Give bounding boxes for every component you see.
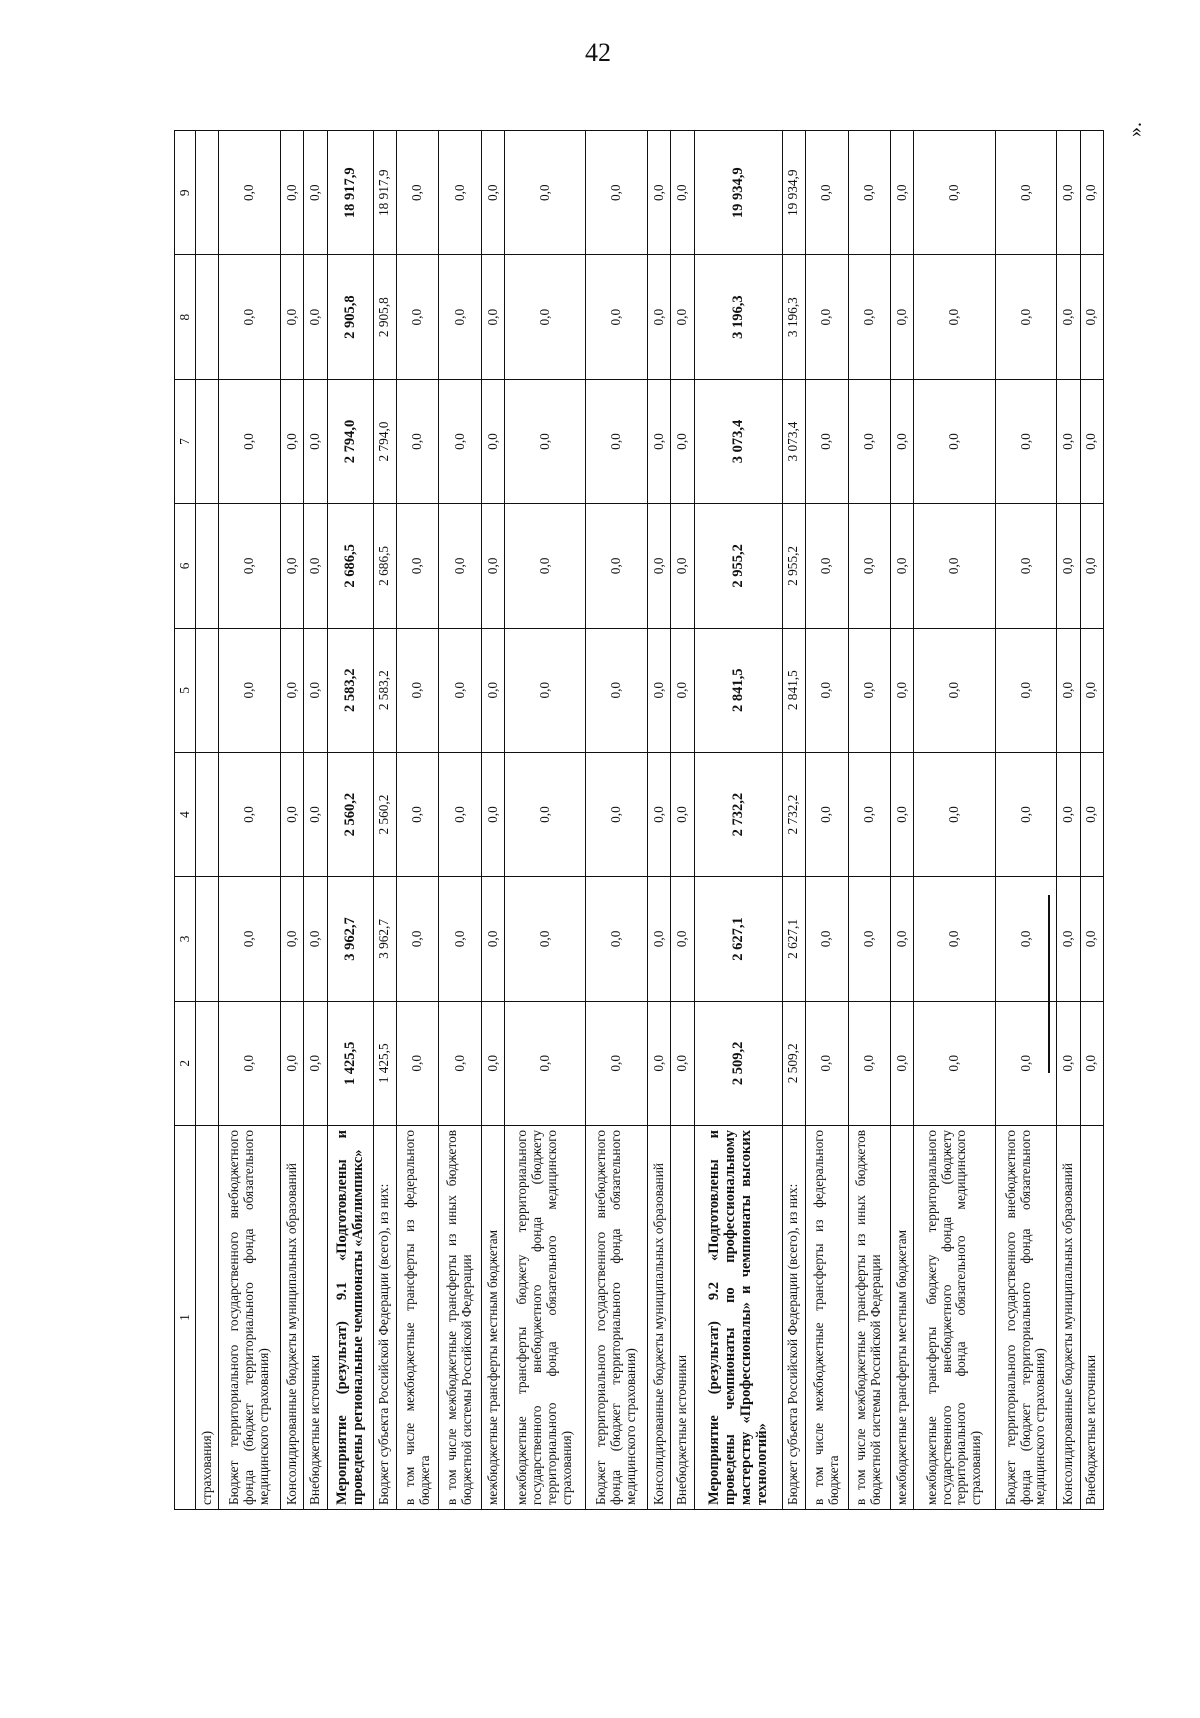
cell-value: 0,0 bbox=[995, 1001, 1057, 1125]
cell-value: 0,0 bbox=[439, 628, 482, 752]
cell-value: 0,0 bbox=[1080, 255, 1103, 379]
cell-value: 0,0 bbox=[1057, 504, 1080, 628]
cell-value: 0,0 bbox=[481, 504, 504, 628]
cell-value: 0,0 bbox=[396, 504, 439, 628]
cell-value bbox=[196, 1001, 219, 1125]
row-label: Бюджет территориального государственного внебюджетного фонда (бюджет территориального фонда обязательного медицинского страхования) bbox=[219, 1125, 281, 1509]
row-label: Консолидированные бюджеты муниципальных образований bbox=[281, 1125, 304, 1509]
cell-value: 0,0 bbox=[586, 877, 648, 1001]
cell-value: 0,0 bbox=[891, 255, 914, 379]
cell-value: 2 686,5 bbox=[373, 504, 396, 628]
table-row bbox=[694, 131, 782, 1510]
cell-value: 0,0 bbox=[481, 877, 504, 1001]
cell-value: 0,0 bbox=[396, 1001, 439, 1125]
cell-value: 0,0 bbox=[1057, 628, 1080, 752]
cell-value: 18 917,9 bbox=[327, 131, 373, 255]
table-row bbox=[671, 131, 694, 1510]
cell-value: 0,0 bbox=[671, 752, 694, 876]
cell-value: 0,0 bbox=[848, 379, 891, 503]
cell-value: 0,0 bbox=[586, 628, 648, 752]
cell-value: 0,0 bbox=[586, 1001, 648, 1125]
cell-value: 0,0 bbox=[281, 877, 304, 1001]
cell-value: 0,0 bbox=[439, 752, 482, 876]
row-label: Внебюджетные источники bbox=[304, 1125, 327, 1509]
cell-value: 0,0 bbox=[304, 628, 327, 752]
table-row bbox=[782, 131, 805, 1510]
cell-value: 0,0 bbox=[439, 255, 482, 379]
column-header-8: 8 bbox=[175, 255, 196, 379]
cell-value: 0,0 bbox=[806, 628, 849, 752]
cell-value: 0,0 bbox=[304, 504, 327, 628]
table-row bbox=[995, 131, 1057, 1510]
row-label: Бюджет территориального государственного внебюджетного фонда (бюджет территориального фонда обязательного медицинского страхования) bbox=[995, 1125, 1057, 1509]
cell-value: 0,0 bbox=[304, 379, 327, 503]
cell-value: 0,0 bbox=[281, 504, 304, 628]
cell-value: 0,0 bbox=[671, 255, 694, 379]
cell-value bbox=[196, 504, 219, 628]
cell-value bbox=[196, 379, 219, 503]
column-header-7: 7 bbox=[175, 379, 196, 503]
table-row bbox=[281, 131, 304, 1510]
row-label: в том числе межбюджетные трансферты из федерального бюджета bbox=[806, 1125, 849, 1509]
cell-value: 2 841,5 bbox=[782, 628, 805, 752]
cell-value: 0,0 bbox=[505, 752, 586, 876]
cell-value: 2 583,2 bbox=[327, 628, 373, 752]
table-row bbox=[648, 131, 671, 1510]
cell-value: 2 905,8 bbox=[327, 255, 373, 379]
cell-value: 0,0 bbox=[505, 504, 586, 628]
cell-value: 2 560,2 bbox=[373, 752, 396, 876]
cell-value: 0,0 bbox=[648, 131, 671, 255]
cell-value: 0,0 bbox=[219, 504, 281, 628]
column-header-6: 6 bbox=[175, 504, 196, 628]
cell-value: 2 732,2 bbox=[694, 752, 782, 876]
cell-value: 0,0 bbox=[914, 504, 995, 628]
cell-value: 0,0 bbox=[304, 877, 327, 1001]
cell-value: 2 686,5 bbox=[327, 504, 373, 628]
table-row bbox=[848, 131, 891, 1510]
table-row bbox=[806, 131, 849, 1510]
cell-value: 0,0 bbox=[481, 255, 504, 379]
cell-value: 0,0 bbox=[396, 628, 439, 752]
cell-value: 2 794,0 bbox=[373, 379, 396, 503]
cell-value: 0,0 bbox=[995, 504, 1057, 628]
cell-value: 0,0 bbox=[586, 255, 648, 379]
cell-value: 2 955,2 bbox=[694, 504, 782, 628]
row-label: Мероприятие (результат) 9.1 «Подготовлены и проведены региональные чемпионаты «Абилимпикс» bbox=[327, 1125, 373, 1509]
cell-value: 0,0 bbox=[914, 752, 995, 876]
cell-value: 2 509,2 bbox=[782, 1001, 805, 1125]
cell-value: 2 583,2 bbox=[373, 628, 396, 752]
cell-value: 0,0 bbox=[219, 877, 281, 1001]
table-row bbox=[396, 131, 439, 1510]
cell-value: 0,0 bbox=[1080, 1001, 1103, 1125]
table-row bbox=[439, 131, 482, 1510]
cell-value: 0,0 bbox=[396, 255, 439, 379]
table-header-row bbox=[175, 131, 196, 1510]
page-number: 42 bbox=[585, 38, 611, 67]
cell-value: 0,0 bbox=[648, 752, 671, 876]
row-label: межбюджетные трансферты местным бюджетам bbox=[891, 1125, 914, 1509]
cell-value: 0,0 bbox=[304, 752, 327, 876]
row-label: Бюджет субъекта Российской Федерации (всего), из них: bbox=[373, 1125, 396, 1509]
cell-value: 0,0 bbox=[848, 504, 891, 628]
column-header-9: 9 bbox=[175, 131, 196, 255]
cell-value: 0,0 bbox=[439, 504, 482, 628]
cell-value: 19 934,9 bbox=[782, 131, 805, 255]
cell-value: 0,0 bbox=[648, 379, 671, 503]
cell-value: 0,0 bbox=[806, 1001, 849, 1125]
cell-value: 0,0 bbox=[481, 379, 504, 503]
cell-value: 0,0 bbox=[648, 877, 671, 1001]
table-row bbox=[1080, 131, 1103, 1510]
table-row bbox=[1057, 131, 1080, 1510]
cell-value: 0,0 bbox=[439, 379, 482, 503]
cell-value: 0,0 bbox=[1080, 504, 1103, 628]
cell-value: 0,0 bbox=[505, 379, 586, 503]
row-label: Внебюджетные источники bbox=[671, 1125, 694, 1509]
row-label: Внебюджетные источники bbox=[1080, 1125, 1103, 1509]
cell-value: 0,0 bbox=[891, 504, 914, 628]
row-label: Консолидированные бюджеты муниципальных образований bbox=[648, 1125, 671, 1509]
column-header-1: 1 bbox=[175, 1125, 196, 1509]
column-header-5: 5 bbox=[175, 628, 196, 752]
cell-value: 0,0 bbox=[648, 1001, 671, 1125]
cell-value: 0,0 bbox=[505, 255, 586, 379]
cell-value: 2 560,2 bbox=[327, 752, 373, 876]
closing-quote-mark: ». bbox=[1124, 122, 1146, 137]
cell-value: 0,0 bbox=[219, 752, 281, 876]
cell-value: 0,0 bbox=[1057, 752, 1080, 876]
cell-value: 0,0 bbox=[1057, 877, 1080, 1001]
cell-value: 0,0 bbox=[1057, 1001, 1080, 1125]
row-label: Бюджет субъекта Российской Федерации (всего), из них: bbox=[782, 1125, 805, 1509]
cell-value: 3 073,4 bbox=[782, 379, 805, 503]
cell-value: 0,0 bbox=[481, 628, 504, 752]
cell-value: 2 627,1 bbox=[694, 877, 782, 1001]
cell-value: 0,0 bbox=[396, 752, 439, 876]
cell-value: 18 917,9 bbox=[373, 131, 396, 255]
cell-value: 0,0 bbox=[1080, 131, 1103, 255]
row-label: страхования) bbox=[196, 1125, 219, 1509]
cell-value: 3 073,4 bbox=[694, 379, 782, 503]
cell-value: 0,0 bbox=[806, 504, 849, 628]
cell-value: 0,0 bbox=[914, 379, 995, 503]
table-row bbox=[481, 131, 504, 1510]
cell-value: 0,0 bbox=[505, 1001, 586, 1125]
row-label: в том числе межбюджетные трансферты из федерального бюджета bbox=[396, 1125, 439, 1509]
cell-value: 0,0 bbox=[891, 131, 914, 255]
cell-value: 0,0 bbox=[481, 1001, 504, 1125]
cell-value: 0,0 bbox=[1080, 877, 1103, 1001]
cell-value: 0,0 bbox=[439, 131, 482, 255]
row-label: в том числе межбюджетные трансферты из иных бюджетов бюджетной системы Российской Федерации bbox=[848, 1125, 891, 1509]
cell-value: 0,0 bbox=[891, 379, 914, 503]
cell-value: 3 196,3 bbox=[782, 255, 805, 379]
row-label: межбюджетные трансферты бюджету территориального государственного внебюджетного фонда (бюджету территориального фонда обязательного медицинского страхования) bbox=[914, 1125, 995, 1509]
cell-value: 0,0 bbox=[281, 628, 304, 752]
cell-value: 0,0 bbox=[505, 877, 586, 1001]
cell-value bbox=[196, 752, 219, 876]
table-row bbox=[891, 131, 914, 1510]
cell-value: 0,0 bbox=[995, 131, 1057, 255]
cell-value: 0,0 bbox=[914, 628, 995, 752]
row-label: Мероприятие (результат) 9.2 «Подготовлены и проведены чемпионаты по профессиональному мастерству «Профессионалы» и чемпионаты высоких технологий» bbox=[694, 1125, 782, 1509]
cell-value: 0,0 bbox=[1057, 131, 1080, 255]
cell-value: 0,0 bbox=[806, 379, 849, 503]
cell-value: 0,0 bbox=[304, 131, 327, 255]
cell-value: 0,0 bbox=[671, 877, 694, 1001]
cell-value: 0,0 bbox=[586, 752, 648, 876]
row-label: Бюджет территориального государственного внебюджетного фонда (бюджет территориального фонда обязательного медицинского страхования) bbox=[586, 1125, 648, 1509]
table-row bbox=[373, 131, 396, 1510]
cell-value: 2 509,2 bbox=[694, 1001, 782, 1125]
table-body bbox=[196, 131, 1104, 1510]
cell-value: 0,0 bbox=[914, 131, 995, 255]
cell-value: 0,0 bbox=[848, 752, 891, 876]
rotated-table-sheet bbox=[174, 130, 1104, 1510]
cell-value: 0,0 bbox=[648, 504, 671, 628]
cell-value: 0,0 bbox=[914, 255, 995, 379]
cell-value: 0,0 bbox=[995, 628, 1057, 752]
cell-value: 0,0 bbox=[586, 131, 648, 255]
cell-value: 0,0 bbox=[281, 379, 304, 503]
cell-value: 0,0 bbox=[914, 1001, 995, 1125]
row-label: Консолидированные бюджеты муниципальных образований bbox=[1057, 1125, 1080, 1509]
cell-value: 0,0 bbox=[891, 752, 914, 876]
cell-value: 0,0 bbox=[848, 131, 891, 255]
cell-value: 0,0 bbox=[281, 752, 304, 876]
budget-table bbox=[174, 130, 1104, 1510]
cell-value: 0,0 bbox=[281, 1001, 304, 1125]
cell-value: 2 955,2 bbox=[782, 504, 805, 628]
cell-value: 0,0 bbox=[914, 877, 995, 1001]
cell-value: 0,0 bbox=[1080, 379, 1103, 503]
cell-value: 1 425,5 bbox=[373, 1001, 396, 1125]
cell-value: 0,0 bbox=[995, 752, 1057, 876]
cell-value: 0,0 bbox=[304, 255, 327, 379]
cell-value: 0,0 bbox=[891, 628, 914, 752]
cell-value: 0,0 bbox=[671, 131, 694, 255]
cell-value: 0,0 bbox=[648, 255, 671, 379]
cell-value: 0,0 bbox=[586, 504, 648, 628]
cell-value: 0,0 bbox=[848, 255, 891, 379]
cell-value: 2 794,0 bbox=[327, 379, 373, 503]
cell-value: 2 732,2 bbox=[782, 752, 805, 876]
cell-value: 19 934,9 bbox=[694, 131, 782, 255]
cell-value: 0,0 bbox=[481, 131, 504, 255]
cell-value: 0,0 bbox=[219, 1001, 281, 1125]
cell-value bbox=[196, 877, 219, 1001]
column-header-2: 2 bbox=[175, 1001, 196, 1125]
row-label: в том числе межбюджетные трансферты из иных бюджетов бюджетной системы Российской Федерации bbox=[439, 1125, 482, 1509]
cell-value: 0,0 bbox=[806, 255, 849, 379]
row-label: межбюджетные трансферты бюджету территориального государственного внебюджетного фонда (бюджету территориального фонда обязательного медицинского страхования) bbox=[505, 1125, 586, 1509]
cell-value: 0,0 bbox=[1057, 379, 1080, 503]
cell-value: 0,0 bbox=[848, 877, 891, 1001]
cell-value: 0,0 bbox=[891, 1001, 914, 1125]
cell-value: 0,0 bbox=[439, 877, 482, 1001]
cell-value: 0,0 bbox=[281, 131, 304, 255]
table-row bbox=[304, 131, 327, 1510]
table-row bbox=[586, 131, 648, 1510]
cell-value: 3 196,3 bbox=[694, 255, 782, 379]
cell-value: 3 962,7 bbox=[373, 877, 396, 1001]
table-row bbox=[219, 131, 281, 1510]
cell-value: 0,0 bbox=[1080, 752, 1103, 876]
cell-value: 3 962,7 bbox=[327, 877, 373, 1001]
table-row bbox=[196, 131, 219, 1510]
cell-value: 2 841,5 bbox=[694, 628, 782, 752]
cell-value: 0,0 bbox=[219, 628, 281, 752]
cell-value: 0,0 bbox=[219, 131, 281, 255]
cell-value: 0,0 bbox=[505, 131, 586, 255]
cell-value: 0,0 bbox=[648, 628, 671, 752]
row-label: межбюджетные трансферты местным бюджетам bbox=[481, 1125, 504, 1509]
cell-value: 0,0 bbox=[806, 752, 849, 876]
cell-value: 0,0 bbox=[219, 379, 281, 503]
cell-value: 0,0 bbox=[995, 255, 1057, 379]
cell-value: 0,0 bbox=[671, 504, 694, 628]
cell-value bbox=[196, 628, 219, 752]
cell-value: 0,0 bbox=[439, 1001, 482, 1125]
cell-value: 0,0 bbox=[806, 877, 849, 1001]
cell-value: 0,0 bbox=[671, 628, 694, 752]
cell-value bbox=[196, 131, 219, 255]
cell-value: 0,0 bbox=[848, 1001, 891, 1125]
cell-value: 0,0 bbox=[995, 379, 1057, 503]
cell-value: 0,0 bbox=[481, 752, 504, 876]
cell-value: 0,0 bbox=[219, 255, 281, 379]
cell-value: 0,0 bbox=[995, 877, 1057, 1001]
table-row bbox=[327, 131, 373, 1510]
cell-value: 0,0 bbox=[396, 379, 439, 503]
cell-value: 0,0 bbox=[671, 379, 694, 503]
cell-value: 2 905,8 bbox=[373, 255, 396, 379]
cell-value: 0,0 bbox=[586, 379, 648, 503]
cell-value: 0,0 bbox=[806, 131, 849, 255]
cell-value: 0,0 bbox=[891, 877, 914, 1001]
cell-value: 0,0 bbox=[396, 877, 439, 1001]
cell-value: 0,0 bbox=[1057, 255, 1080, 379]
cell-value: 0,0 bbox=[671, 1001, 694, 1125]
cell-value: 0,0 bbox=[304, 1001, 327, 1125]
cell-value: 0,0 bbox=[1080, 628, 1103, 752]
cell-value: 0,0 bbox=[396, 131, 439, 255]
cell-value: 0,0 bbox=[505, 628, 586, 752]
cell-value: 1 425,5 bbox=[327, 1001, 373, 1125]
table-row bbox=[914, 131, 995, 1510]
cell-value bbox=[196, 255, 219, 379]
table-row bbox=[505, 131, 586, 1510]
cell-value: 0,0 bbox=[281, 255, 304, 379]
column-header-4: 4 bbox=[175, 752, 196, 876]
cell-value: 2 627,1 bbox=[782, 877, 805, 1001]
column-header-3: 3 bbox=[175, 877, 196, 1001]
cell-value: 0,0 bbox=[848, 628, 891, 752]
